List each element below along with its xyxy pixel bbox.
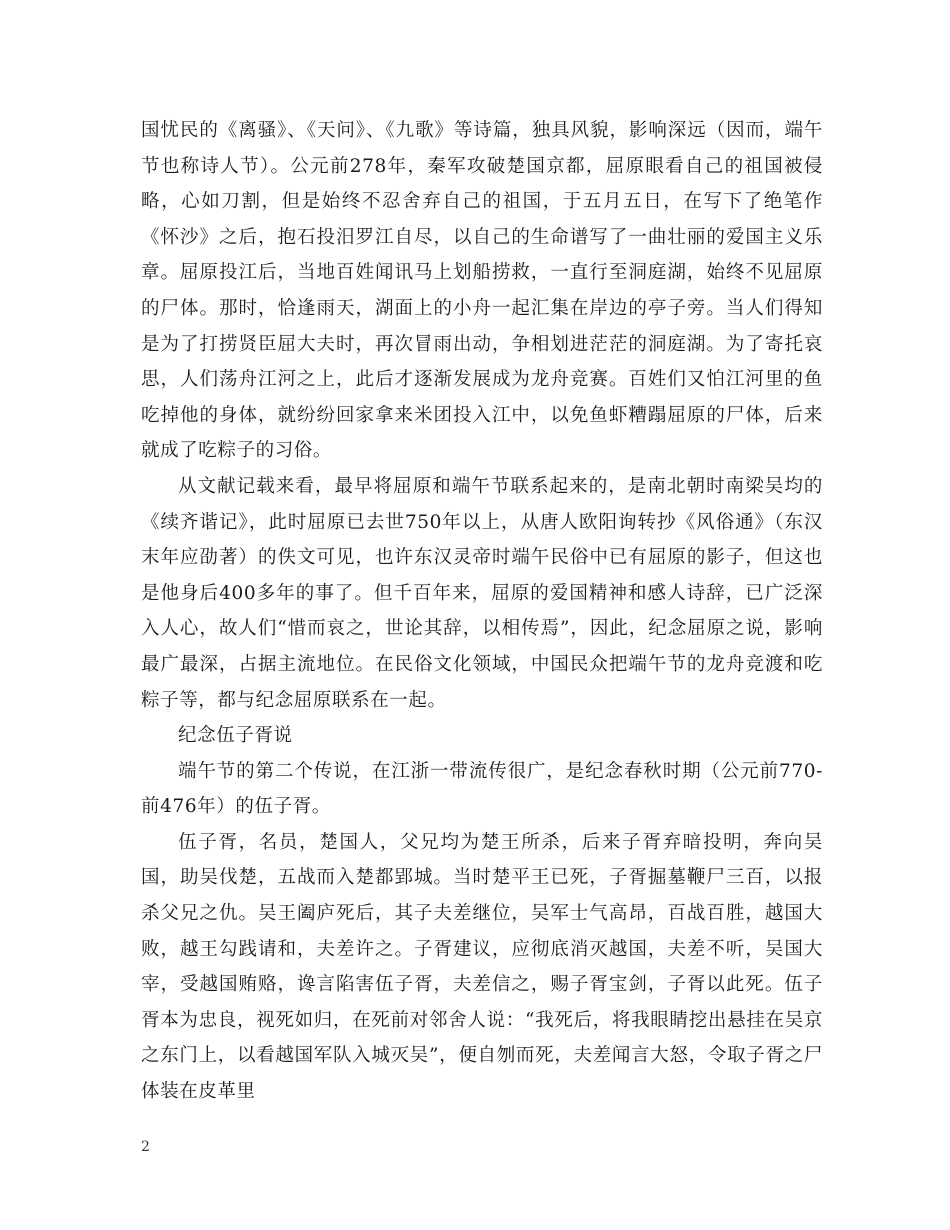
- paragraph-1: 国忧民的《离骚》、《天问》、《九歌》等诗篇，独具风貌，影响深远（因而，端午节也称诗人节）。公元前278年，秦军攻破楚国京都，屈原眼看自己的祖国被侵略，心如刀割，但是始终不忍舍弃自己的祖国，于五月五日，在写下了绝笔作《怀沙》之后，抱石投汨罗江自尽，以自己的生命谱写了一曲壮丽的爱国主义乐章。屈原投江后，当地百姓闻讯马上划船捞救，一直行至洞庭湖，始终不见屈原的尸体。那时，恰逢雨天，湖面上的小舟一起汇集在岸边的亭子旁。当人们得知是为了打捞贤臣屈大夫时，再次冒雨出动，争相划进茫茫的洞庭湖。为了寄托哀思，人们荡舟江河之上，此后才逐渐发展成为龙舟竞赛。百姓们又怕江河里的鱼吃掉他的身体，就纷纷回家拿来米团投入江中，以免鱼虾糟蹋屈原的尸体，后来就成了吃粽子的习俗。: [141, 120, 823, 462]
- page-number: 2: [141, 1139, 150, 1155]
- section-heading-wu-zixu: 纪念伍子胥说: [178, 725, 293, 747]
- paragraph-4: 伍子胥，名员，楚国人，父兄均为楚王所杀，后来子胥弃暗投明，奔向吴国，助吴伐楚，五战而入楚都郢城。当时楚平王已死，子胥掘墓鞭尸三百，以报杀父兄之仇。吴王阖庐死后，其子夫差继位，吴军士气高昂，百战百胜，越国大败，越王勾践请和，夫差许之。子胥建议，应彻底消灭越国，夫差不听，吴国大宰，受越国贿赂，谗言陷害伍子胥，夫差信之，赐子胥宝剑，子胥以此死。伍子胥本为忠良，视死如归，在死前对邻舍人说：“我死后，将我眼睛挖出悬挂在吴京之东门上，以看越国军队入城灭吴”，便自刎而死，夫差闻言大怒，令取子胥之尸体装在皮革里: [141, 831, 823, 1103]
- paragraph-3: 端午节的第二个传说，在江浙一带流传很广，是纪念春秋时期（公元前770-前476年）的伍子胥。: [141, 760, 823, 818]
- paragraph-2: 从文献记载来看，最早将屈原和端午节联系起来的，是南北朝时南梁吴均的《续齐谐记》，此时屈原已去世750年以上，从唐人欧阳询转抄《风俗通》（东汉末年应劭著）的佚文可见，也许东汉灵帝时端午民俗中已有屈原的影子，但这也是他身后400多年的事了。但千百年来，屈原的爱国精神和感人诗辞，已广泛深入人心，故人们“惜而哀之，世论其辞，以相传焉”，因此，纪念屈原之说，影响最广最深，占据主流地位。在民俗文化领域，中国民众把端午节的龙舟竞渡和吃粽子等，都与纪念屈原联系在一起。: [141, 475, 823, 711]
- body-text: [141, 113, 823, 1110]
